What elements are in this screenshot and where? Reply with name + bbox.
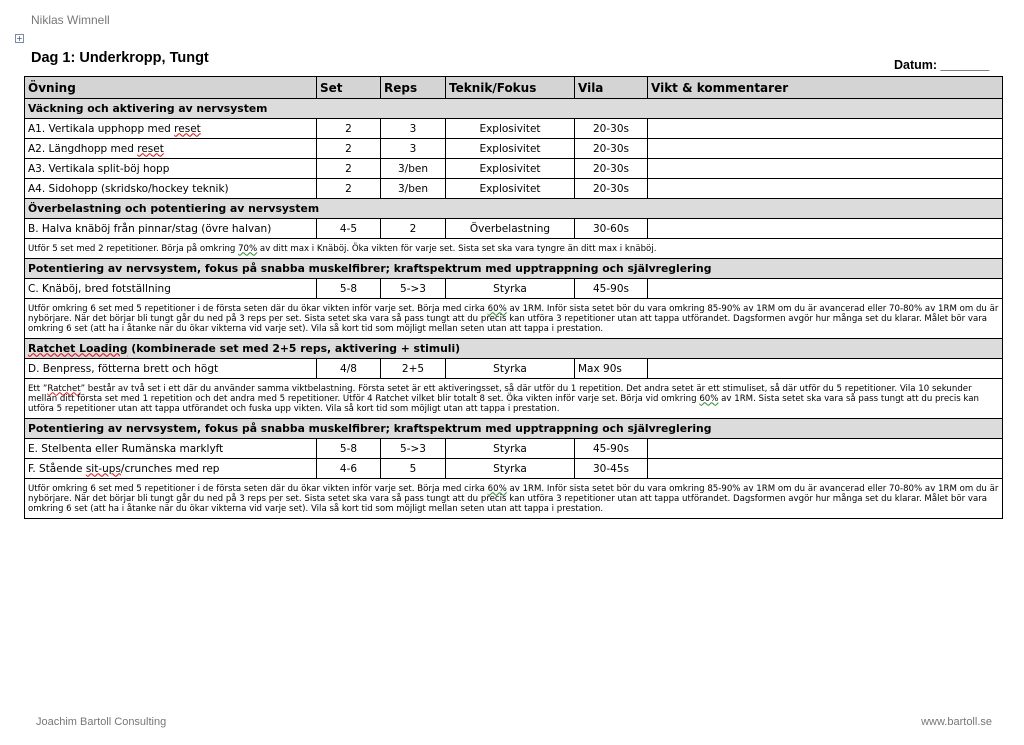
section-title: Överbelastning och potentiering av nervsystem	[25, 199, 1003, 219]
reps-cell: 3/ben	[381, 179, 446, 199]
exercise-name: C. Knäböj, bred fotställning	[25, 279, 317, 299]
header-author: Niklas Wimnell	[31, 13, 110, 27]
reps-cell: 2	[381, 219, 446, 239]
datum-field: Datum: _______	[894, 58, 990, 72]
set-cell: 4/8	[317, 359, 381, 379]
table-row	[25, 159, 1003, 179]
note-text	[25, 379, 1003, 419]
table-header-row	[25, 77, 1003, 99]
exercise-name: A4. Sidohopp (skridsko/hockey teknik)	[25, 179, 317, 199]
col-header-teknik: Teknik/Fokus	[446, 77, 575, 99]
note-text-part: av ditt max i Knäböj. Öka vikten för varje set. Sista set ska vara tyngre än ditt max i knäböj.	[257, 243, 657, 254]
teknik-cell: Styrka	[446, 439, 575, 459]
exercise-name	[25, 459, 317, 479]
note-text	[25, 299, 1003, 339]
note-text-part: 60%	[487, 303, 507, 314]
reps-cell: 5->3	[381, 279, 446, 299]
note-text-part: 60%	[699, 393, 719, 404]
teknik-cell: Explosivitet	[446, 159, 575, 179]
reps-cell: 5	[381, 459, 446, 479]
exercise-name-text: A2. Längdhopp med	[28, 142, 138, 155]
reps-cell: 3	[381, 119, 446, 139]
kommentar-cell[interactable]	[648, 139, 1003, 159]
table-row	[25, 119, 1003, 139]
exercise-name	[25, 119, 317, 139]
note-row	[25, 299, 1003, 339]
set-cell: 2	[317, 179, 381, 199]
teknik-cell: Explosivitet	[446, 139, 575, 159]
note-text-part: Ett ”	[28, 383, 48, 394]
exercise-name	[25, 139, 317, 159]
vila-cell: 30-45s	[575, 459, 648, 479]
note-row	[25, 479, 1003, 519]
col-header-reps: Reps	[381, 77, 446, 99]
set-cell: 5-8	[317, 439, 381, 459]
kommentar-cell[interactable]	[648, 459, 1003, 479]
section-row	[25, 99, 1003, 119]
section-title: Väckning och aktivering av nervsystem	[25, 99, 1003, 119]
set-cell: 2	[317, 139, 381, 159]
reps-cell: 5->3	[381, 439, 446, 459]
note-text-part: av 1RM. Inför sista setet bör du vara omkring 85-90% av 1RM om du är avancerad eller 70-80% av 1RM om du är nybörjare. När det börjar bli tungt går du ned på 3 reps per set. Sista setet ska vara så pass tungt att du precis kan utföra 3 repetitioner utan att tappa utförandet. Dagsformen avgör hur många set du klarar. Målet bör vara omkring 6 set (att ha i åtanke när du ökar vikterna vid varje set). Vila så kort tid som möjligt mellan seten utan att tappa i prestation.	[28, 483, 999, 514]
exercise-name: A3. Vertikala split-böj hopp	[25, 159, 317, 179]
set-cell: 4-5	[317, 219, 381, 239]
col-header-set: Set	[317, 77, 381, 99]
reps-cell: 3/ben	[381, 159, 446, 179]
exercise-name: E. Stelbenta eller Rumänska marklyft	[25, 439, 317, 459]
col-header-vila: Vila	[575, 77, 648, 99]
vila-cell: 20-30s	[575, 139, 648, 159]
kommentar-cell[interactable]	[648, 219, 1003, 239]
exercise-name-text: reset	[174, 122, 201, 135]
vila-cell: 30-60s	[575, 219, 648, 239]
section-title: Potentiering av nervsystem, fokus på snabba muskelfibrer; kraftspektrum med upptrappning och självreglering	[25, 259, 1003, 279]
col-header-vikt: Vikt & kommentarer	[648, 77, 1003, 99]
note-row	[25, 239, 1003, 259]
kommentar-cell[interactable]	[648, 439, 1003, 459]
footer-website: www.bartoll.se	[921, 716, 992, 728]
table-row	[25, 179, 1003, 199]
teknik-cell: Styrka	[446, 459, 575, 479]
note-text	[25, 239, 1003, 259]
section-row	[25, 339, 1003, 359]
teknik-cell: Styrka	[446, 279, 575, 299]
section-title	[25, 339, 1003, 359]
kommentar-cell[interactable]	[648, 179, 1003, 199]
section-row	[25, 259, 1003, 279]
table-anchor-icon[interactable]: +	[16, 34, 23, 43]
kommentar-cell[interactable]	[648, 279, 1003, 299]
workout-table	[24, 76, 1003, 519]
section-title-part: (kombinerade set med 2+5 reps, aktivering + stimuli)	[127, 341, 461, 355]
note-text-part: Utför omkring 6 set med 5 repetitioner i de första seten där du ökar vikten inför varje set. Börja med cirka	[28, 483, 488, 494]
set-cell: 2	[317, 159, 381, 179]
table-row	[25, 439, 1003, 459]
reps-cell: 3	[381, 139, 446, 159]
section-row	[25, 419, 1003, 439]
note-text-part: 70%	[238, 243, 258, 254]
teknik-cell: Styrka	[446, 359, 575, 379]
teknik-cell: Överbelastning	[446, 219, 575, 239]
vila-cell: 45-90s	[575, 439, 648, 459]
note-text-part: ” består av två set i ett där du använder samma viktbelastning. Första setet är ett aktiveringsset, så där utför du 1 repetition. Det andra setet är ett stimuliset, så där utför du 5 repetitioner. Vila 10 sekunder mellan ditt första set med 1 repetition och det andra med 5 repetitioner. Utför 4 Ratchet vilket blir totalt 8 set. Öka vikten inför varje set. Börja vid omkring	[28, 383, 972, 404]
section-title: Potentiering av nervsystem, fokus på snabba muskelfibrer; kraftspektrum med upptrappning och självreglering	[25, 419, 1003, 439]
table-row	[25, 459, 1003, 479]
exercise-name-text: /crunches med rep	[120, 462, 220, 475]
set-cell: 5-8	[317, 279, 381, 299]
exercise-name-text: sit-ups	[85, 462, 121, 475]
vila-cell: 45-90s	[575, 279, 648, 299]
exercise-name-text: reset	[137, 142, 164, 155]
vila-cell: 20-30s	[575, 119, 648, 139]
footer-company: Joachim Bartoll Consulting	[36, 716, 167, 728]
note-text-part: 60%	[487, 483, 507, 494]
exercise-name-text: F. Stående	[28, 462, 86, 475]
kommentar-cell[interactable]	[648, 159, 1003, 179]
note-text-part: Utför 5 set med 2 repetitioner. Börja på omkring	[28, 243, 239, 254]
exercise-name: B. Halva knäböj från pinnar/stag (övre halvan)	[25, 219, 317, 239]
note-row	[25, 379, 1003, 419]
table-row	[25, 279, 1003, 299]
page-title: Dag 1: Underkropp, Tungt	[31, 50, 209, 66]
vila-cell: 20-30s	[575, 179, 648, 199]
exercise-name-text: A1. Vertikala upphopp med	[28, 122, 175, 135]
kommentar-cell[interactable]	[648, 359, 1003, 379]
col-header-ovning: Övning	[25, 77, 317, 99]
teknik-cell: Explosivitet	[446, 119, 575, 139]
exercise-name: D. Benpress, fötterna brett och högt	[25, 359, 317, 379]
section-row	[25, 199, 1003, 219]
kommentar-cell[interactable]	[648, 119, 1003, 139]
set-cell: 2	[317, 119, 381, 139]
table-row	[25, 139, 1003, 159]
table-row	[25, 219, 1003, 239]
set-cell: 4-6	[317, 459, 381, 479]
note-text	[25, 479, 1003, 519]
teknik-cell: Explosivitet	[446, 179, 575, 199]
note-text-part: Utför omkring 6 set med 5 repetitioner i de första seten där du ökar vikten inför varje set. Börja med cirka	[28, 303, 488, 314]
reps-cell: 2+5	[381, 359, 446, 379]
note-text-part: av 1RM. Inför sista setet bör du vara omkring 85-90% av 1RM om du är avancerad eller 70-80% av 1RM om du är nybörjare. När det börjar bli tungt går du ned på 3 reps per set. Sista setet ska vara så pass tungt att du precis kan utföra 3 repetitioner utan att tappa utförandet. Dagsformen avgör hur många set du klarar. Målet bör vara omkring 6 set (att ha i åtanke när du ökar vikterna vid varje set). Vila så kort tid som möjligt mellan seten utan att tappa i prestation.	[28, 303, 999, 334]
table-row	[25, 359, 1003, 379]
section-title-part: Ratchet Loading	[28, 341, 128, 355]
vila-cell: 20-30s	[575, 159, 648, 179]
note-text-part: av 1RM. Sista setet ska vara så pass tungt att du precis kan utföra 5 repetitioner utan att tappa utförandet och fuska upp vikten. Vila så kort tid som möjligt utan att tappa i prestation.	[28, 393, 979, 414]
note-text-part: Ratchet	[47, 383, 81, 394]
vila-cell: Max 90s	[575, 359, 648, 379]
